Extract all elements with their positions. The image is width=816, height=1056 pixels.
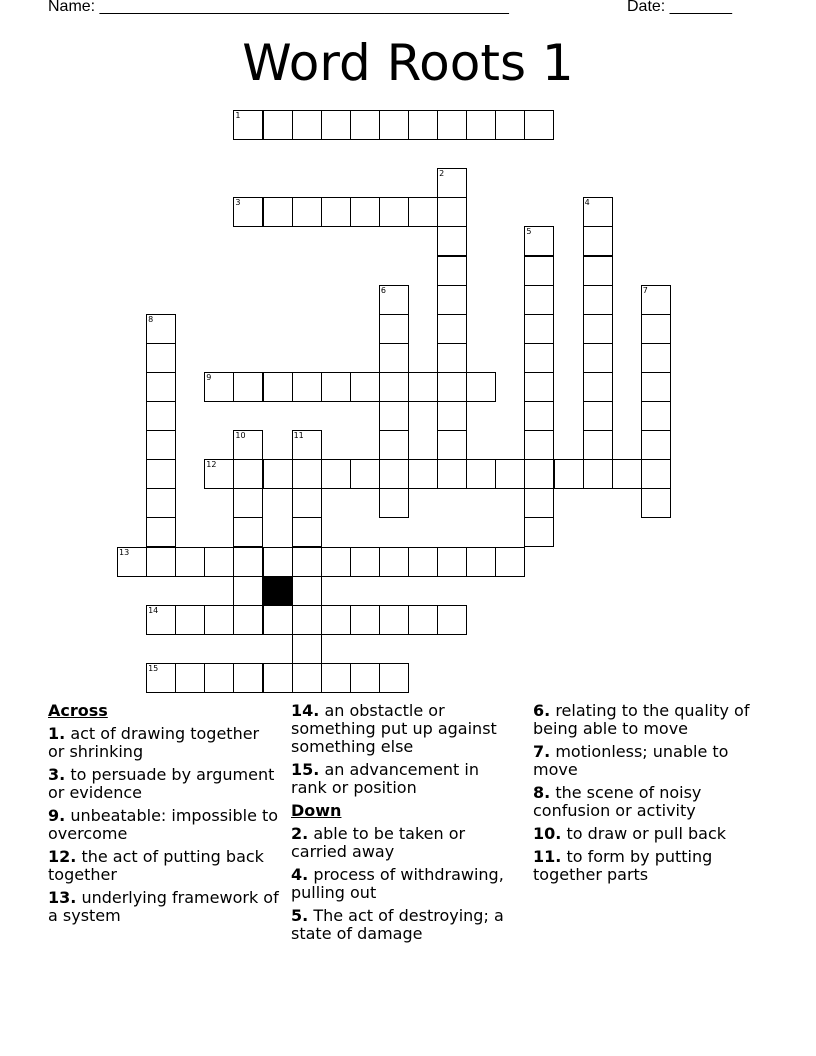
grid-cell[interactable]	[321, 372, 351, 402]
grid-cell[interactable]	[437, 226, 467, 256]
grid-cell[interactable]	[146, 605, 176, 635]
across-header: Across	[48, 701, 108, 720]
grid-cell[interactable]	[583, 430, 613, 460]
grid-cell[interactable]	[437, 430, 467, 460]
grid-cell[interactable]	[321, 459, 351, 489]
grid-cell[interactable]	[583, 343, 613, 373]
grid-cell[interactable]	[292, 605, 322, 635]
page-title: Word Roots 1	[242, 34, 574, 92]
grid-cell[interactable]	[204, 605, 234, 635]
clues-column-2	[291, 702, 519, 948]
grid-cell[interactable]	[408, 372, 438, 402]
grid-cell[interactable]	[408, 197, 438, 227]
grid-cell[interactable]	[292, 110, 322, 140]
grid-cell[interactable]	[233, 488, 263, 518]
grid-cell[interactable]	[437, 343, 467, 373]
grid-cell[interactable]	[583, 372, 613, 402]
clue-down-10: 10. to draw or pull back	[533, 824, 727, 843]
grid-cell[interactable]	[233, 372, 263, 402]
grid-cell[interactable]	[292, 547, 322, 577]
grid-cell[interactable]	[146, 488, 176, 518]
grid-cell[interactable]	[263, 197, 293, 227]
grid-cell[interactable]	[583, 226, 613, 256]
grid-cell[interactable]	[321, 197, 351, 227]
grid-cell[interactable]	[379, 663, 409, 693]
clue-number-label: 9	[206, 372, 212, 382]
grid-cell[interactable]	[204, 459, 234, 489]
clue-across-12: 12. the act of putting back together	[48, 847, 264, 884]
grid-cell[interactable]	[379, 197, 409, 227]
grid-cell[interactable]	[524, 430, 554, 460]
grid-cell[interactable]	[350, 547, 380, 577]
grid-cell[interactable]	[263, 663, 293, 693]
grid-cell[interactable]	[524, 256, 554, 286]
grid-cell[interactable]	[292, 372, 322, 402]
grid-cell[interactable]	[204, 663, 234, 693]
grid-cell[interactable]	[612, 459, 642, 489]
clue-across-13: 13. underlying framework of a system	[48, 888, 279, 925]
grid-cell[interactable]	[583, 197, 613, 227]
clue-number-label: 1	[235, 111, 241, 120]
grid-cell[interactable]	[263, 605, 293, 635]
grid-cell[interactable]	[350, 372, 380, 402]
clue-across-3: 3. to persuade by argument or evidence	[48, 765, 275, 802]
grid-cell[interactable]	[437, 110, 467, 140]
grid-cell[interactable]	[175, 605, 205, 635]
grid-cell[interactable]	[292, 197, 322, 227]
grid-cell[interactable]	[321, 663, 351, 693]
grid-cell[interactable]	[263, 110, 293, 140]
grid-cell[interactable]	[350, 459, 380, 489]
clue-down-5: 5. The act of destroying; a state of damage	[291, 906, 504, 943]
grid-cell[interactable]	[641, 401, 671, 431]
grid-cell[interactable]	[408, 547, 438, 577]
clue-down-11: 11. to form by putting together parts	[533, 847, 713, 884]
clue-down-4: 4. process of withdrawing, pulling out	[291, 865, 504, 902]
grid-cell[interactable]	[524, 285, 554, 315]
grid-cell[interactable]	[233, 110, 263, 140]
clue-number-label: 14	[148, 605, 159, 615]
grid-cell[interactable]	[233, 197, 263, 227]
grid-cell[interactable]	[146, 314, 176, 344]
grid-cell[interactable]	[437, 256, 467, 286]
grid-cell[interactable]	[350, 197, 380, 227]
clues-column-3	[533, 702, 765, 889]
clue-number-label: 2	[439, 169, 445, 179]
grid-cell[interactable]	[495, 459, 525, 489]
grid-cell[interactable]	[204, 372, 234, 402]
grid-cell[interactable]	[292, 663, 322, 693]
grid-cell[interactable]	[524, 459, 554, 489]
grid-cell[interactable]	[583, 314, 613, 344]
clues-column-1	[48, 702, 280, 930]
clue-number-label: 8	[148, 314, 154, 324]
grid-cell[interactable]	[641, 372, 671, 402]
grid-cell[interactable]	[466, 547, 496, 577]
grid-cell[interactable]	[379, 401, 409, 431]
clue-number-label: 7	[642, 285, 648, 295]
grid-cell[interactable]	[117, 547, 147, 577]
grid-cell[interactable]	[233, 576, 263, 606]
clue-down-2: 2. able to be taken or carried away	[291, 824, 466, 861]
grid-cell[interactable]	[292, 576, 322, 606]
grid-cell[interactable]	[437, 547, 467, 577]
grid-cell[interactable]	[524, 226, 554, 256]
grid-cell[interactable]	[350, 605, 380, 635]
grid-cell[interactable]	[379, 314, 409, 344]
grid-cell[interactable]	[292, 634, 322, 664]
grid-cell[interactable]	[466, 110, 496, 140]
grid-cell[interactable]	[641, 430, 671, 460]
grid-cell[interactable]	[204, 547, 234, 577]
clue-number-label: 3	[235, 198, 241, 208]
grid-cell[interactable]	[146, 459, 176, 489]
grid-cell[interactable]	[146, 401, 176, 431]
grid-cell[interactable]	[146, 372, 176, 402]
grid-cell[interactable]	[408, 110, 438, 140]
grid-cell[interactable]	[321, 605, 351, 635]
clue-across-14: 14. an obstactle or something put up against something else	[291, 701, 497, 756]
down-header: Down	[291, 801, 342, 820]
grid-cell[interactable]	[146, 547, 176, 577]
grid-cell[interactable]	[583, 256, 613, 286]
grid-cell[interactable]	[583, 285, 613, 315]
grid-cell[interactable]	[146, 517, 176, 547]
grid-cell[interactable]	[379, 110, 409, 140]
grid-cell[interactable]	[233, 547, 263, 577]
grid-cell[interactable]	[408, 605, 438, 635]
clue-across-1: 1. act of drawing together or shrinking	[48, 724, 260, 761]
grid-cell[interactable]	[524, 517, 554, 547]
clue-down-7: 7. motionless; unable to move	[533, 742, 729, 779]
grid-cell[interactable]	[379, 372, 409, 402]
clue-number-label: 5	[526, 227, 532, 237]
grid-cell[interactable]	[350, 110, 380, 140]
grid-cell[interactable]	[379, 285, 409, 315]
grid-cell[interactable]	[175, 547, 205, 577]
grid-cell[interactable]	[466, 372, 496, 402]
grid-cell[interactable]	[408, 459, 438, 489]
grid-cell[interactable]	[437, 459, 467, 489]
grid-cell[interactable]	[233, 430, 263, 460]
grid-cell[interactable]	[641, 459, 671, 489]
grid-cell[interactable]	[175, 663, 205, 693]
date-field-label: Date: _______	[627, 0, 732, 15]
grid-cell[interactable]	[524, 488, 554, 518]
grid-cell[interactable]	[524, 110, 554, 140]
grid-cell[interactable]	[379, 459, 409, 489]
grid-cell[interactable]	[641, 314, 671, 344]
grid-cell[interactable]	[233, 517, 263, 547]
grid-cell[interactable]	[524, 343, 554, 373]
clue-number-label: 6	[380, 285, 386, 295]
grid-cell[interactable]	[263, 547, 293, 577]
grid-cell[interactable]	[641, 285, 671, 315]
clue-number-label: 4	[584, 198, 590, 208]
grid-cell[interactable]	[437, 168, 467, 198]
grid-cell[interactable]	[495, 547, 525, 577]
grid-cell[interactable]	[437, 372, 467, 402]
grid-cell[interactable]	[437, 197, 467, 227]
grid-cell[interactable]	[379, 547, 409, 577]
grid-cell[interactable]	[263, 459, 293, 489]
grid-cell[interactable]	[292, 517, 322, 547]
grid-cell[interactable]	[583, 401, 613, 431]
grid-cell[interactable]	[524, 401, 554, 431]
grid-cell[interactable]	[292, 430, 322, 460]
grid-cell[interactable]	[292, 459, 322, 489]
grid-cell[interactable]	[321, 547, 351, 577]
grid-cell[interactable]	[437, 285, 467, 315]
grid-cell[interactable]	[583, 459, 613, 489]
grid-cell[interactable]	[524, 314, 554, 344]
clue-number-label: 12	[206, 460, 217, 470]
clue-across-15: 15. an advancement in rank or position	[291, 760, 479, 797]
grid-cell[interactable]	[146, 430, 176, 460]
clue-number-label: 10	[235, 431, 246, 441]
grid-cell[interactable]	[554, 459, 584, 489]
grid-cell[interactable]	[379, 488, 409, 518]
clue-number-label: 15	[148, 663, 159, 673]
grid-cell[interactable]	[233, 459, 263, 489]
grid-cell[interactable]	[437, 314, 467, 344]
grid-cell[interactable]	[641, 343, 671, 373]
grid-cell[interactable]	[379, 343, 409, 373]
grid-cell[interactable]	[233, 663, 263, 693]
grid-cell[interactable]	[437, 605, 467, 635]
name-field-label: Name: ______________________________________________	[48, 0, 509, 15]
grid-cell[interactable]	[321, 110, 351, 140]
grid-cell[interactable]	[524, 372, 554, 402]
grid-cell[interactable]	[466, 459, 496, 489]
clue-number-label: 13	[119, 547, 130, 557]
clue-number-label: 11	[293, 431, 304, 441]
grid-cell[interactable]	[350, 663, 380, 693]
grid-cell[interactable]	[233, 605, 263, 635]
clue-across-9: 9. unbeatable: impossible to overcome	[48, 806, 279, 843]
clue-down-6: 6. relating to the quality of being able to move	[533, 701, 750, 738]
grid-cell[interactable]	[292, 488, 322, 518]
grid-cell[interactable]	[379, 430, 409, 460]
clue-down-8: 8. the scene of noisy confusion or activity	[533, 783, 702, 820]
grid-cell[interactable]	[437, 401, 467, 431]
grid-cell[interactable]	[641, 488, 671, 518]
grid-cell[interactable]	[495, 110, 525, 140]
grid-cell[interactable]	[146, 663, 176, 693]
grid-cell[interactable]	[263, 372, 293, 402]
grid-block-cell	[263, 576, 293, 606]
grid-cell[interactable]	[379, 605, 409, 635]
grid-cell[interactable]	[146, 343, 176, 373]
